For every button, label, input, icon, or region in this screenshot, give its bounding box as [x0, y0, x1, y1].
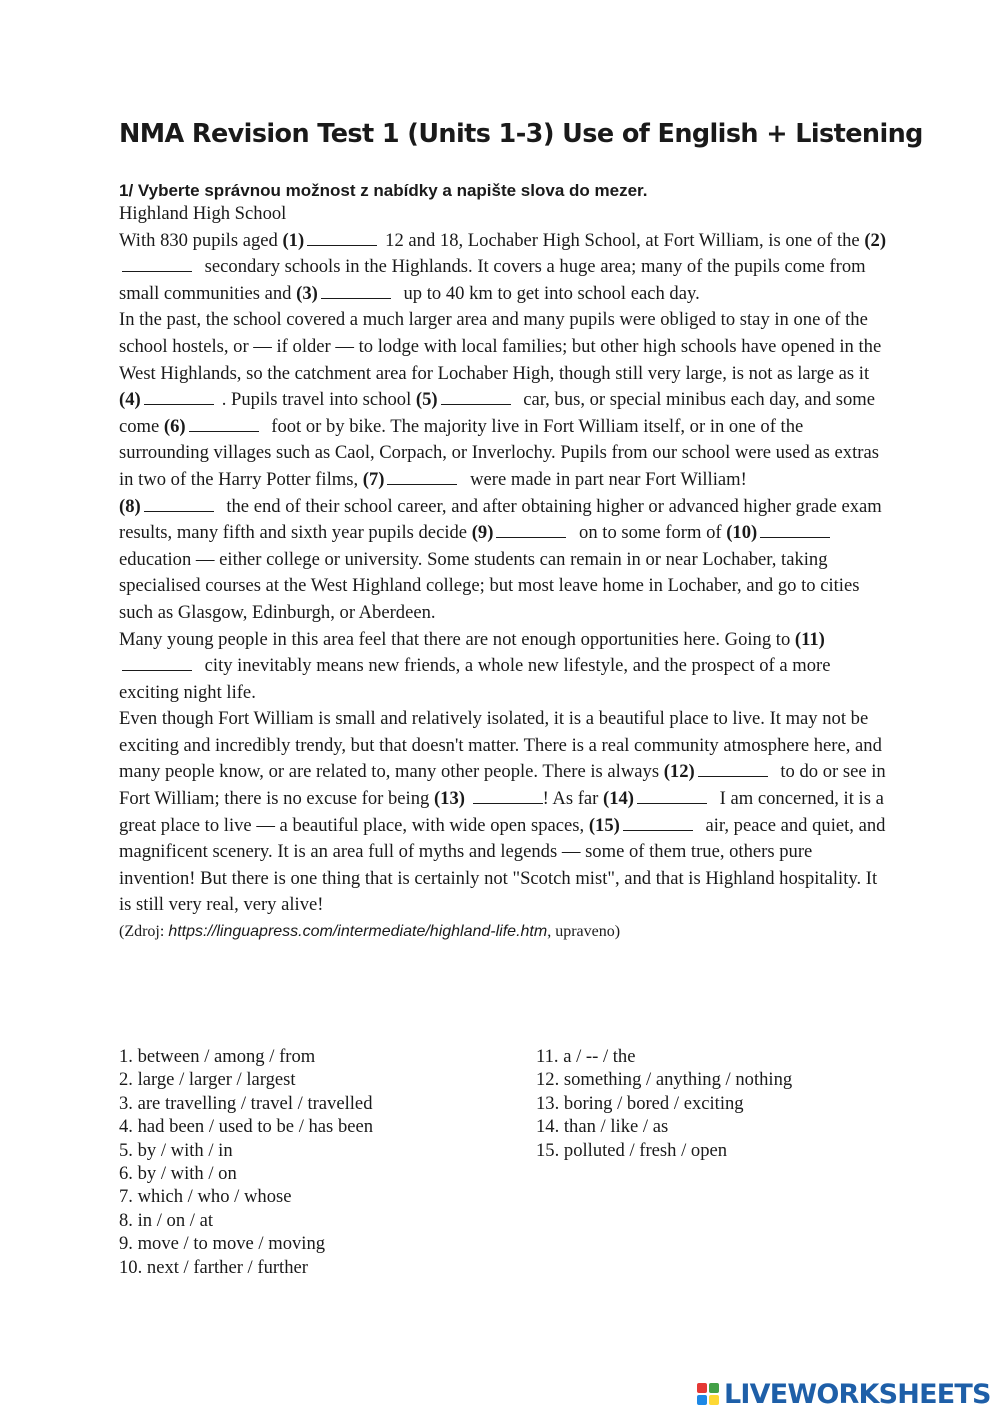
- gap-input-14[interactable]: [637, 789, 707, 804]
- paragraph-4: Many young people in this area feel that there are not enough opportunities here. Going to (11) city inevitably means new friends, a whole new lifestyle, and the prospect of a more exciting night life.: [119, 628, 831, 703]
- gap-input-4[interactable]: [144, 390, 214, 405]
- source-citation: (Zdroj: https://linguapress.com/intermediate/highland-life.htm, upraveno): [119, 923, 621, 941]
- option-item: 6. by / with / on: [119, 1163, 237, 1185]
- option-item: 3. are travelling / travel / travelled: [119, 1092, 373, 1114]
- gap-number: (7): [362, 468, 385, 490]
- gap-input-2[interactable]: [122, 257, 192, 272]
- paragraph-1: With 830 pupils aged (1) 12 and 18, Lochaber High School, at Fort William, is one of the (2) secondary schools in the Highlands. It covers a huge area; many of the pupils come from small communities and (3) up to 40 km to get into school each day.: [119, 229, 887, 304]
- option-item: 4. had been / used to be / has been: [119, 1116, 374, 1138]
- gap-number: (6): [163, 415, 186, 437]
- gap-input-5[interactable]: [441, 390, 511, 405]
- options-list-left: [119, 1045, 373, 1279]
- gap-number: (5): [415, 389, 438, 411]
- gap-input-15[interactable]: [623, 816, 693, 831]
- gap-number: (9): [471, 522, 494, 544]
- gap-number: (1): [282, 229, 305, 251]
- paragraph-3: (8) the end of their school career, and after obtaining higher or advanced higher grade exam results, many fifth and sixth year pupils decide (9) on to some form of (10) education — either college or university. Some students can remain in or near Lochaber, taking specialised courses at the West Highland college; but most leave home in Lochaber, and go to cities such as Glasgow, Edinburgh, or Aberdeen.: [119, 495, 882, 623]
- option-item: 5. by / with / in: [119, 1139, 233, 1161]
- option-item: 11. a / -- / the: [536, 1046, 636, 1067]
- gap-number: (8): [119, 495, 141, 517]
- logo-square: [697, 1383, 707, 1393]
- gap-input-9[interactable]: [496, 523, 566, 538]
- option-item: 14. than / like / as: [536, 1116, 669, 1138]
- gap-number: (10): [726, 522, 758, 544]
- logo-mark-icon: [697, 1381, 721, 1407]
- gap-number: (12): [663, 761, 695, 783]
- gap-input-10[interactable]: [760, 523, 830, 538]
- logo-square: [709, 1383, 719, 1393]
- option-item: 1. between / among / from: [119, 1046, 316, 1067]
- source-link[interactable]: https://linguapress.com/intermediate/highland-life.htm: [168, 923, 548, 941]
- paragraph-5: Even though Fort William is small and relatively isolated, it is a beautiful place to live. It may not be exciting and incredibly trendy, but that doesn't matter. There is a real community atmosphere here, and many people know, or are related to, many other people. There is always (12) to do or see in Fort William; there is no excuse for being (13) ! As far (14) I am concerned, it is a great place to live — a beautiful place, with wide open spaces, (15) air, peace and quiet, and magnificent scenery. It is an area full of myths and legends — some of them true, others pure invention! But there is one thing that is certainly not "Scotch mist", and that is Highland hospitality. It is still very real, very alive!: [119, 708, 886, 916]
- gap-number: (2): [864, 229, 887, 251]
- gap-input-7[interactable]: [387, 470, 457, 485]
- logo-square: [697, 1395, 707, 1405]
- logo-square: [709, 1395, 719, 1405]
- gap-number: (3): [296, 282, 318, 304]
- gap-input-1[interactable]: [307, 231, 377, 246]
- option-item: 2. large / larger / largest: [119, 1069, 296, 1091]
- gap-input-8[interactable]: [144, 497, 214, 512]
- gap-number: (15): [588, 814, 620, 836]
- gap-input-11[interactable]: [122, 656, 192, 671]
- option-item: 8. in / on / at: [119, 1209, 213, 1231]
- option-item: 13. boring / bored / exciting: [536, 1092, 744, 1114]
- exercise-text: [119, 201, 889, 945]
- option-item: 15. polluted / fresh / open: [536, 1139, 728, 1161]
- option-item: 9. move / to move / moving: [119, 1233, 326, 1255]
- option-item: 10. next / farther / further: [119, 1256, 308, 1278]
- gap-number: (11): [794, 628, 825, 650]
- liveworksheets-logo: [697, 1379, 991, 1409]
- page-title: NMA Revision Test 1 (Units 1-3) Use of English + Listening: [119, 119, 923, 149]
- gap-input-3[interactable]: [321, 284, 391, 299]
- option-item: 7. which / who / whose: [119, 1186, 292, 1208]
- paragraph-2: In the past, the school covered a much larger area and many pupils were obliged to stay in one of the school hostels, or — if older — to lodge with local families; but other high schools have opened in the West Highlands, so the catchment area for Lochaber High, though still very large, is not as large as it (4) . Pupils travel into school (5) car, bus, or special minibus each day, and some come (6) foot or by bike. The majority live in Fort William itself, or in one of the surrounding villages such as Caol, Corpach, or Inverlochy. Pupils from our school were used as extras in two of the Harry Potter films, (7) were made in part near Fort William!: [119, 309, 882, 490]
- option-item: 12. something / anything / nothing: [536, 1069, 793, 1091]
- options-list-right: [536, 1045, 792, 1162]
- gap-number: (4): [119, 389, 141, 411]
- text-heading: Highland High School: [119, 203, 287, 224]
- gap-number: (13): [433, 788, 465, 810]
- gap-number: (14): [603, 788, 634, 810]
- gap-input-6[interactable]: [189, 417, 259, 432]
- gap-input-12[interactable]: [698, 762, 768, 777]
- exercise-instruction: 1/ Vyberte správnou možnost z nabídky a napište slova do mezer.: [119, 181, 648, 200]
- gap-input-13[interactable]: [473, 789, 543, 804]
- logo-text: LIVEWORKSHEETS: [724, 1378, 991, 1410]
